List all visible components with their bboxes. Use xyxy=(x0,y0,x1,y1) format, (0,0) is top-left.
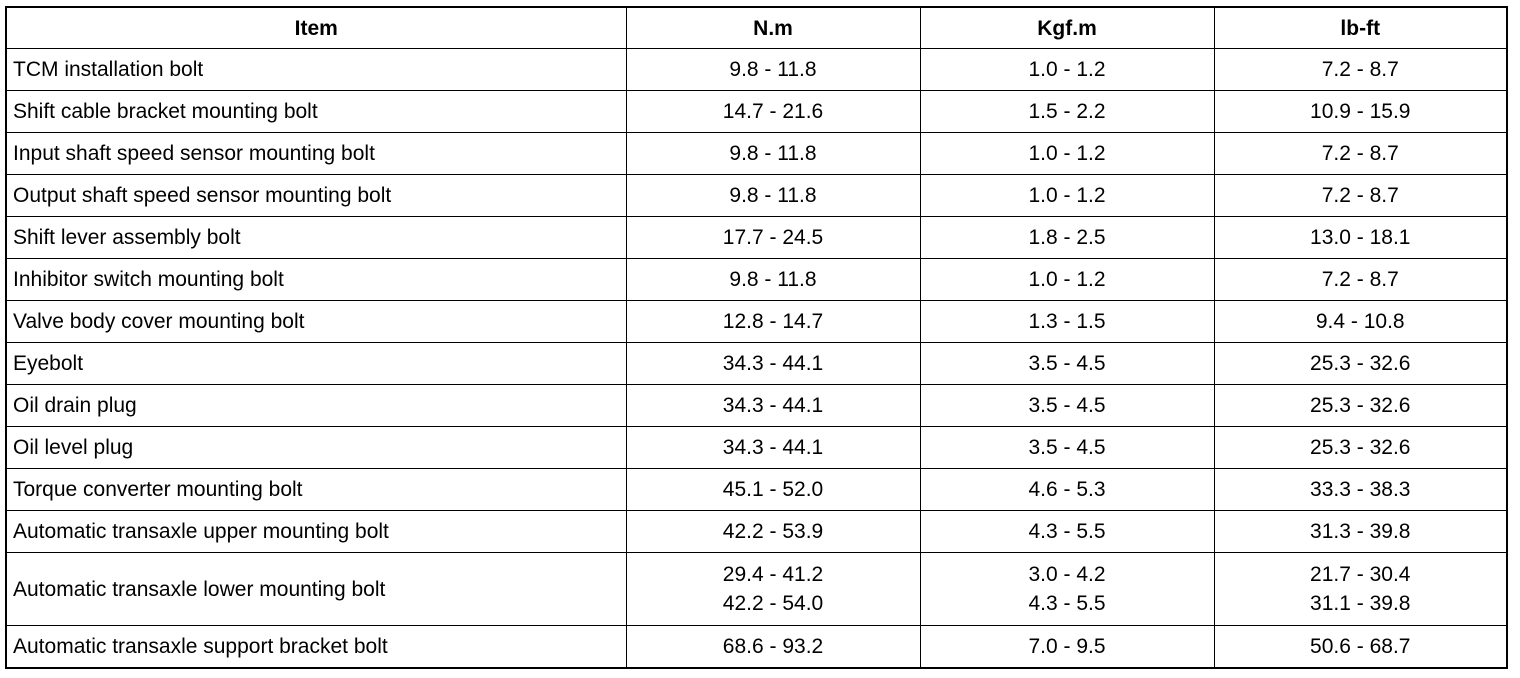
table-row xyxy=(6,217,1507,259)
cell-nm xyxy=(626,343,920,385)
cell-item: Inhibitor switch mounting bolt xyxy=(6,259,626,301)
cell-value: 9.8 - 11.8 xyxy=(729,142,817,165)
table-row xyxy=(6,49,1507,91)
cell-value: 7.2 - 8.7 xyxy=(1321,142,1399,165)
cell-nm xyxy=(626,626,920,669)
cell-value: 3.5 - 4.5 xyxy=(1028,436,1106,459)
torque-spec-table xyxy=(5,6,1508,669)
cell-value: 1.3 - 1.5 xyxy=(1028,310,1106,333)
cell-value: 25.3 - 32.6 xyxy=(1310,436,1411,459)
cell-nm xyxy=(626,385,920,427)
cell-value: 50.6 - 68.7 xyxy=(1310,635,1411,658)
cell-item: Shift lever assembly bolt xyxy=(6,217,626,259)
column-header-lbft: lb-ft xyxy=(1214,7,1507,49)
cell-nm xyxy=(626,133,920,175)
cell-kgfm xyxy=(920,385,1214,427)
cell-kgfm xyxy=(920,133,1214,175)
cell-value: 4.3 - 5.5 xyxy=(1028,520,1106,543)
cell-value: 33.3 - 38.3 xyxy=(1310,478,1411,501)
cell-value: 1.0 - 1.2 xyxy=(1028,184,1106,207)
cell-nm xyxy=(626,301,920,343)
table-body xyxy=(6,49,1507,669)
cell-value: 25.3 - 32.6 xyxy=(1310,352,1411,375)
table-row xyxy=(6,133,1507,175)
cell-kgfm xyxy=(920,469,1214,511)
cell-value: 25.3 - 32.6 xyxy=(1310,394,1411,417)
cell-value: 1.5 - 2.2 xyxy=(1028,100,1106,123)
cell-value: 1.8 - 2.5 xyxy=(1028,226,1106,249)
column-header-item: Item xyxy=(6,7,626,49)
cell-value: 4.3 - 5.5 xyxy=(1028,592,1106,615)
cell-item: Eyebolt xyxy=(6,343,626,385)
cell-item: Automatic transaxle upper mounting bolt xyxy=(6,511,626,553)
table-row xyxy=(6,553,1507,626)
table-row xyxy=(6,469,1507,511)
cell-value: 29.4 - 41.2 xyxy=(722,563,824,586)
cell-kgfm xyxy=(920,175,1214,217)
cell-value: 9.4 - 10.8 xyxy=(1315,310,1405,333)
cell-item: Input shaft speed sensor mounting bolt xyxy=(6,133,626,175)
table-row xyxy=(6,511,1507,553)
table-row xyxy=(6,259,1507,301)
cell-value: 31.1 - 39.8 xyxy=(1310,592,1411,615)
cell-value: 4.6 - 5.3 xyxy=(1028,478,1106,501)
cell-kgfm xyxy=(920,91,1214,133)
cell-lbft xyxy=(1214,301,1507,343)
cell-item: Oil drain plug xyxy=(6,385,626,427)
cell-value: 7.2 - 8.7 xyxy=(1321,184,1399,207)
cell-item: Automatic transaxle lower mounting bolt xyxy=(6,553,626,626)
cell-lbft xyxy=(1214,427,1507,469)
cell-lbft xyxy=(1214,217,1507,259)
cell-kgfm xyxy=(920,301,1214,343)
table-row xyxy=(6,301,1507,343)
cell-item: Torque converter mounting bolt xyxy=(6,469,626,511)
cell-item: Oil level plug xyxy=(6,427,626,469)
cell-kgfm xyxy=(920,553,1214,626)
cell-value: 1.0 - 1.2 xyxy=(1028,268,1106,291)
cell-lbft xyxy=(1214,91,1507,133)
cell-lbft xyxy=(1214,343,1507,385)
cell-value: 7.0 - 9.5 xyxy=(1028,635,1106,658)
cell-kgfm xyxy=(920,626,1214,669)
cell-nm xyxy=(626,259,920,301)
cell-value: 9.8 - 11.8 xyxy=(729,58,817,81)
cell-value: 34.3 - 44.1 xyxy=(722,352,824,375)
cell-value: 34.3 - 44.1 xyxy=(722,436,824,459)
table-row xyxy=(6,91,1507,133)
cell-lbft xyxy=(1214,511,1507,553)
table-row xyxy=(6,427,1507,469)
cell-kgfm xyxy=(920,343,1214,385)
cell-lbft xyxy=(1214,626,1507,669)
table-row xyxy=(6,343,1507,385)
cell-nm xyxy=(626,469,920,511)
cell-value: 1.0 - 1.2 xyxy=(1028,142,1106,165)
cell-nm xyxy=(626,91,920,133)
cell-lbft xyxy=(1214,385,1507,427)
cell-lbft xyxy=(1214,469,1507,511)
cell-kgfm xyxy=(920,511,1214,553)
cell-value: 13.0 - 18.1 xyxy=(1310,226,1411,249)
cell-value: 34.3 - 44.1 xyxy=(722,394,824,417)
cell-lbft xyxy=(1214,175,1507,217)
cell-item: TCM installation bolt xyxy=(6,49,626,91)
cell-value: 10.9 - 15.9 xyxy=(1310,100,1411,123)
cell-value: 17.7 - 24.5 xyxy=(722,226,824,249)
cell-value: 3.5 - 4.5 xyxy=(1028,352,1106,375)
cell-nm xyxy=(626,217,920,259)
cell-item: Valve body cover mounting bolt xyxy=(6,301,626,343)
table-header-row xyxy=(6,7,1507,49)
table-row xyxy=(6,385,1507,427)
cell-value: 42.2 - 53.9 xyxy=(722,520,824,543)
cell-value: 1.0 - 1.2 xyxy=(1028,58,1106,81)
cell-lbft xyxy=(1214,49,1507,91)
cell-kgfm xyxy=(920,259,1214,301)
cell-nm xyxy=(626,49,920,91)
cell-kgfm xyxy=(920,427,1214,469)
table-row xyxy=(6,175,1507,217)
cell-value: 14.7 - 21.6 xyxy=(722,100,824,123)
cell-value: 42.2 - 54.0 xyxy=(722,592,824,615)
column-header-kgfm: Kgf.m xyxy=(920,7,1214,49)
cell-nm xyxy=(626,427,920,469)
cell-lbft xyxy=(1214,553,1507,626)
cell-nm xyxy=(626,553,920,626)
column-header-nm: N.m xyxy=(626,7,920,49)
cell-value: 3.5 - 4.5 xyxy=(1028,394,1106,417)
table-row xyxy=(6,626,1507,669)
torque-spec-document xyxy=(5,6,1506,669)
cell-value: 31.3 - 39.8 xyxy=(1310,520,1411,543)
cell-value: 7.2 - 8.7 xyxy=(1321,58,1399,81)
cell-kgfm xyxy=(920,49,1214,91)
cell-value: 12.8 - 14.7 xyxy=(722,310,824,333)
cell-nm xyxy=(626,511,920,553)
cell-value: 21.7 - 30.4 xyxy=(1310,563,1411,586)
cell-value: 3.0 - 4.2 xyxy=(1028,563,1106,586)
cell-value: 9.8 - 11.8 xyxy=(729,184,817,207)
cell-lbft xyxy=(1214,133,1507,175)
cell-item: Shift cable bracket mounting bolt xyxy=(6,91,626,133)
cell-nm xyxy=(626,175,920,217)
cell-value: 68.6 - 93.2 xyxy=(722,635,824,658)
cell-item: Automatic transaxle support bracket bolt xyxy=(6,626,626,669)
cell-value: 45.1 - 52.0 xyxy=(722,478,824,501)
cell-kgfm xyxy=(920,217,1214,259)
cell-lbft xyxy=(1214,259,1507,301)
cell-value: 7.2 - 8.7 xyxy=(1321,268,1399,291)
cell-item: Output shaft speed sensor mounting bolt xyxy=(6,175,626,217)
cell-value: 9.8 - 11.8 xyxy=(729,268,817,291)
